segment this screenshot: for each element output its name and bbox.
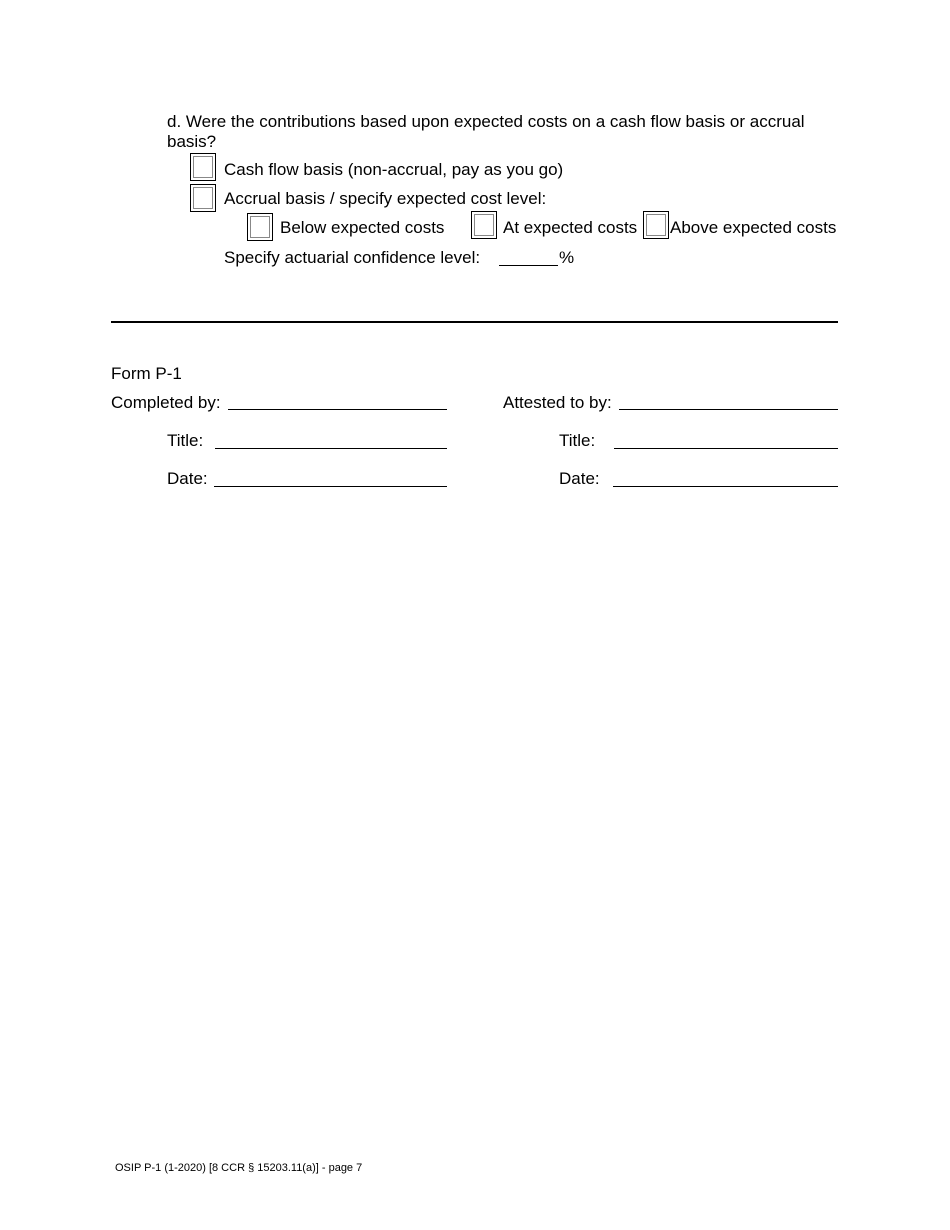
completed-date-label: Date: <box>167 469 208 488</box>
accrual-label: Accrual basis / specify expected cost level: <box>224 189 547 208</box>
attested-by-field[interactable] <box>619 409 838 410</box>
attested-date-label: Date: <box>559 469 600 488</box>
cash-flow-label: Cash flow basis (non-accrual, pay as you go) <box>224 160 564 179</box>
accrual-checkbox[interactable] <box>190 184 216 212</box>
completed-title-field[interactable] <box>215 448 447 449</box>
attested-by-label: Attested to by: <box>503 393 612 412</box>
section-divider <box>111 321 838 323</box>
confidence-input[interactable] <box>499 265 558 266</box>
page-footer: OSIP P-1 (1-2020) [8 CCR § 15203.11(a)] - page 7 <box>115 1162 363 1174</box>
completed-by-field[interactable] <box>228 409 447 410</box>
question-text: d. Were the contributions based upon expected costs on a cash flow basis or accrual basis? <box>167 112 805 151</box>
completed-title-label: Title: <box>167 431 204 450</box>
confidence-unit: % <box>559 248 575 267</box>
cash-flow-checkbox[interactable] <box>190 153 216 181</box>
attested-date-field[interactable] <box>613 486 838 487</box>
attested-title-field[interactable] <box>614 448 838 449</box>
completed-by-label: Completed by: <box>111 393 221 412</box>
above-expected-label: Above expected costs <box>670 218 837 237</box>
above-expected-checkbox[interactable] <box>643 211 669 239</box>
below-expected-label: Below expected costs <box>280 218 445 237</box>
attested-title-label: Title: <box>559 431 596 450</box>
at-expected-checkbox[interactable] <box>471 211 497 239</box>
at-expected-label: At expected costs <box>503 218 638 237</box>
completed-date-field[interactable] <box>214 486 447 487</box>
below-expected-checkbox[interactable] <box>247 213 273 241</box>
confidence-label: Specify actuarial confidence level: <box>224 248 481 267</box>
form-label: Form P-1 <box>111 364 182 383</box>
